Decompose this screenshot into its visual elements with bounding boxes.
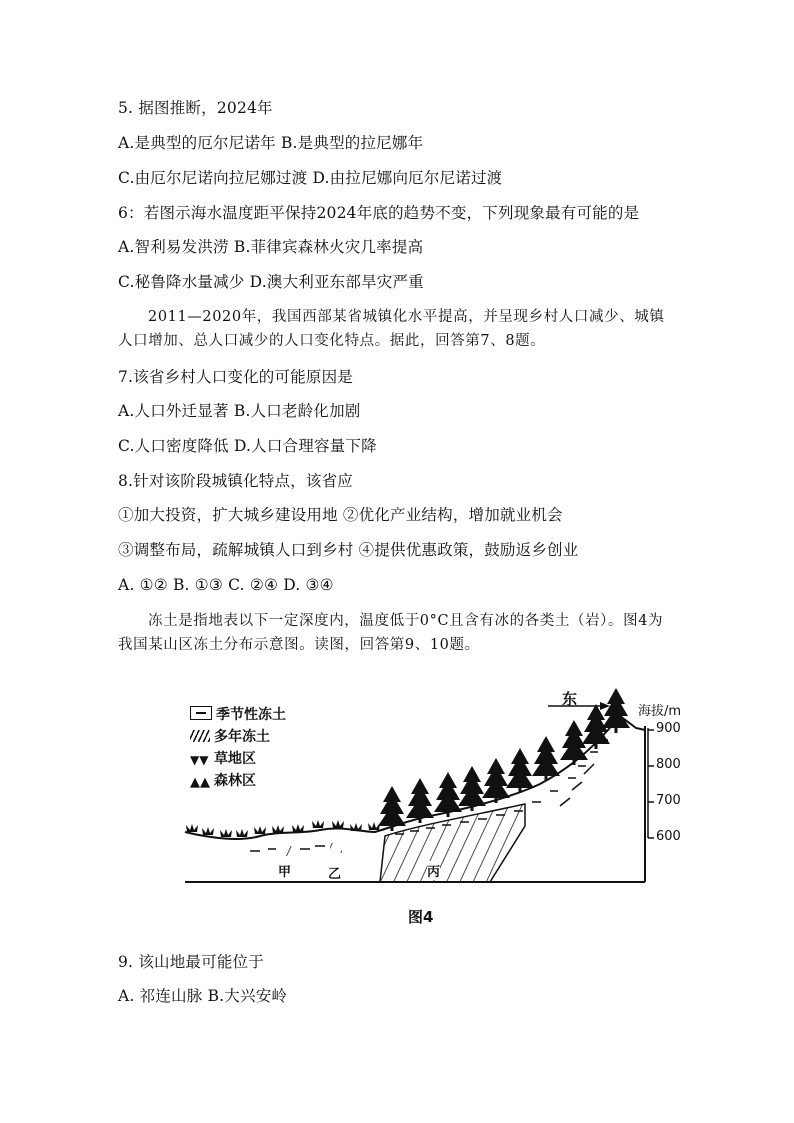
q9-options-ab: A. 祁连山脉 B.大兴安岭: [118, 987, 288, 1005]
hatch-box-icon: [190, 730, 210, 742]
direction-label: 东: [562, 690, 578, 708]
q5-options-ab: A.是典型的厄尔尼诺年 B.是典型的拉尼娜年: [118, 134, 424, 152]
site-label-bing: 丙: [427, 861, 440, 880]
legend-permafrost: 多年冻土: [190, 728, 270, 746]
permafrost-patch-yi: [330, 843, 342, 853]
frozen-soil-diagram: [180, 686, 680, 896]
altitude-tick-900: 900: [656, 721, 681, 736]
q8-items-12: ①加大投资，扩大城乡建设用地 ②优化产业结构，增加就业机会: [118, 506, 563, 524]
material-frozen-soil: 冻土是指地表以下一定深度内，温度低于0°C且含有冰的各类土（岩）。图4为我国某山区冻土分布示意图。读图，回答第9、10题。: [118, 613, 664, 653]
q8-options: A. ①② B. ①③ C. ②④ D. ③④: [118, 576, 334, 594]
q5-options-cd: C.由厄尔尼诺向拉尼娜过渡 D.由拉尼娜向厄尔尼诺过渡: [118, 169, 503, 187]
altitude-tick-700: 700: [656, 793, 681, 808]
grass-tufts: [186, 820, 380, 837]
figure-caption: 图4: [408, 908, 434, 926]
q8-items-34: ③调整布局，疏解城镇人口到乡村 ④提供优惠政策，鼓励返乡创业: [118, 541, 579, 559]
legend-grassland: ▼▼ 草地区: [190, 751, 256, 767]
q6-options-cd: C.秘鲁降水量减少 D.澳大利亚东部旱灾严重: [118, 273, 424, 291]
material-urbanization: 2011—2020年，我国西部某省城镇化水平提高，并呈现乡村人口减少、城镇人口增加、总人口减少的人口变化特点。据此，回答第7、8题。: [118, 309, 665, 349]
q6-stem: 6：若图示海水温度距平保持2024年底的趋势不变，下列现象最有可能的是: [118, 204, 640, 222]
q9-stem: 9. 该山地最可能位于: [118, 953, 264, 971]
q5-stem: 5. 据图推断，2024年: [118, 99, 273, 117]
q7-stem: 7.该省乡村人口变化的可能原因是: [118, 368, 353, 386]
legend-forest: ▲▲ 森林区: [190, 773, 256, 790]
grass-tuft-icon: ▼▼: [190, 753, 209, 767]
legend-seasonal-frozen: 季节性冻土: [190, 706, 286, 724]
q7-options-cd: C.人口密度降低 D.人口合理容量下降: [118, 437, 377, 455]
site-label-yi: 乙: [328, 867, 342, 882]
q7-options-ab: A.人口外迁显著 B.人口老龄化加剧: [118, 402, 361, 420]
conifer-tree-icon: ▲▲: [190, 775, 210, 790]
q8-stem: 8.针对该阶段城镇化特点，该省应: [118, 472, 353, 490]
altitude-unit-label: 海拔/m: [638, 704, 682, 719]
site-label-jia: 甲: [278, 865, 292, 880]
altitude-tick-600: 600: [656, 829, 681, 844]
q6-options-ab: A.智利易发洪涝 B.菲律宾森林火灾几率提高: [118, 238, 424, 256]
permafrost-patch-jia: [280, 846, 292, 856]
altitude-tick-800: 800: [656, 757, 681, 772]
dash-box-icon: [190, 706, 212, 720]
